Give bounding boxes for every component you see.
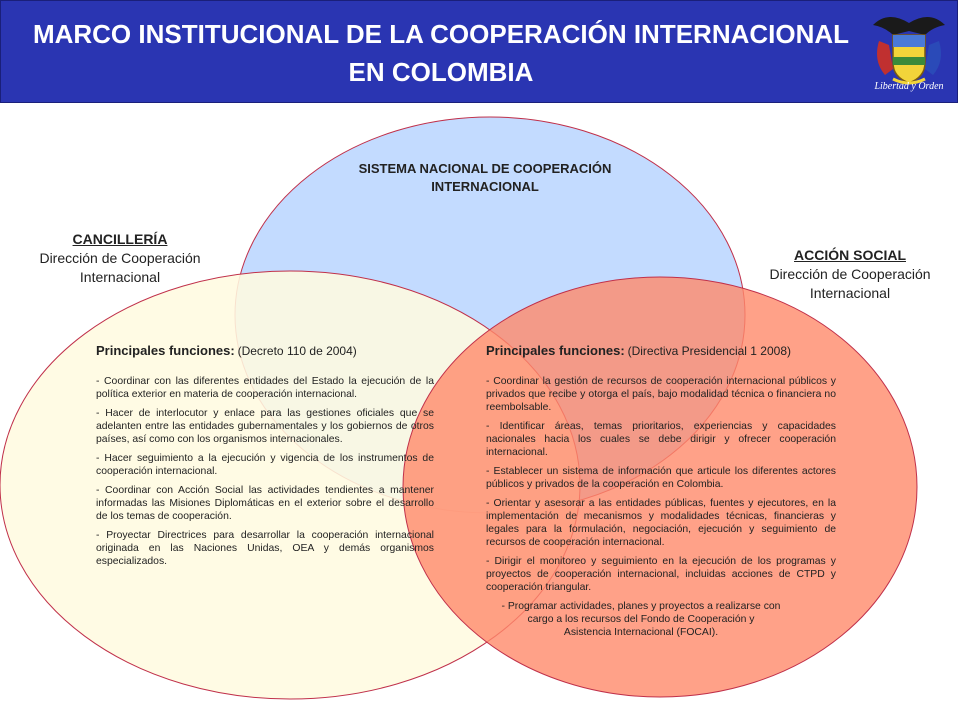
functions-label: Principales funciones: <box>96 343 235 358</box>
last-item-line-1: - Programar actividades, planes y proyectos a realizarse con <box>501 601 781 612</box>
functions-label: Principales funciones: <box>486 343 625 358</box>
list-item: - Hacer de interlocutor y enlace para las gestiones oficiales que se adelanten entre las entidades gubernamentales y los gobiernos de otros países, así como con los organismos internacionales. <box>96 408 434 445</box>
list-item: - Hacer seguimiento a la ejecución y vigencia de los instrumentos de cooperación internacional. <box>96 453 434 477</box>
accion-social-functions-heading <box>486 344 836 359</box>
accion-social-heading: ACCIÓN SOCIAL <box>794 247 906 263</box>
accion-social-line-2: Internacional <box>809 285 891 301</box>
title-line-1: MARCO INSTITUCIONAL DE LA COOPERACIÓN INTERNACIONAL <box>32 19 850 49</box>
cancilleria-functions-heading <box>96 344 434 359</box>
cancilleria-line-2: Internacional <box>79 269 161 285</box>
sistema-line-1: SISTEMA NACIONAL DE COOPERACIÓN <box>358 161 612 176</box>
cancilleria-heading: CANCILLERÍA <box>72 231 168 247</box>
list-item: - Orientar y asesorar a las entidades públicas, fuentes y ejecutores, en la implementación de mecanismos y modalidades técnicas, financieras y legales para la formulación, negociación, ejecución y seguimiento de recursos de cooperación internacional. <box>486 498 836 548</box>
list-item: - Coordinar con las diferentes entidades del Estado la ejecución de la política exterior en materia de cooperación internacional. <box>96 376 434 400</box>
crest-motto: Libertad y Orden <box>874 81 944 92</box>
cancilleria-functions <box>96 344 434 574</box>
sistema-line-2: INTERNACIONAL <box>431 179 539 194</box>
list-item: - Establecer un sistema de información que articule los diferentes actores públicos y privados de la cooperación en Colombia. <box>486 466 836 490</box>
list-item: - Coordinar la gestión de recursos de cooperación internacional públicos y privados que recibe y otorga el país, bajo modalidad técnica o financiera no reembolsable. <box>486 376 836 413</box>
cancilleria-label <box>10 230 230 287</box>
accion-social-functions <box>486 344 836 645</box>
decree-ref: (Decreto 110 de 2004) <box>237 344 357 358</box>
sistema-label <box>300 160 670 196</box>
cancilleria-line-1: Dirección de Cooperación <box>39 250 201 266</box>
list-item: - Proyectar Directrices para desarrollar la cooperación internacional originada en las Naciones Unidas, OEA y demás organismos especializados. <box>96 530 434 567</box>
list-item-last <box>466 600 816 639</box>
decree-ref: (Directiva Presidencial 1 2008) <box>627 344 791 358</box>
accion-social-label <box>740 246 960 303</box>
last-item-line-2: cargo a los recursos del Fondo de Cooperación y <box>527 614 755 625</box>
list-item: - Identificar áreas, temas prioritarios, experiencias y capacidades nacionales hacia los cuales se debe dirigir y ofrecer cooperación internacional. <box>486 421 836 458</box>
title-line-2: EN COLOMBIA <box>348 57 534 87</box>
last-item-line-3: Asistencia Internacional (FOCAI). <box>563 627 719 638</box>
accion-social-line-1: Dirección de Cooperación <box>769 266 931 282</box>
list-item: - Coordinar con Acción Social las actividades tendientes a mantener informadas las Misiones Diplomáticas en el exterior sobre el desarrollo de los temas de cooperación. <box>96 485 434 522</box>
list-item: - Dirigir el monitoreo y seguimiento en la ejecución de los programas y proyectos de cooperación internacional, incluidas acciones de CTPD y cooperación triangular. <box>486 556 836 593</box>
